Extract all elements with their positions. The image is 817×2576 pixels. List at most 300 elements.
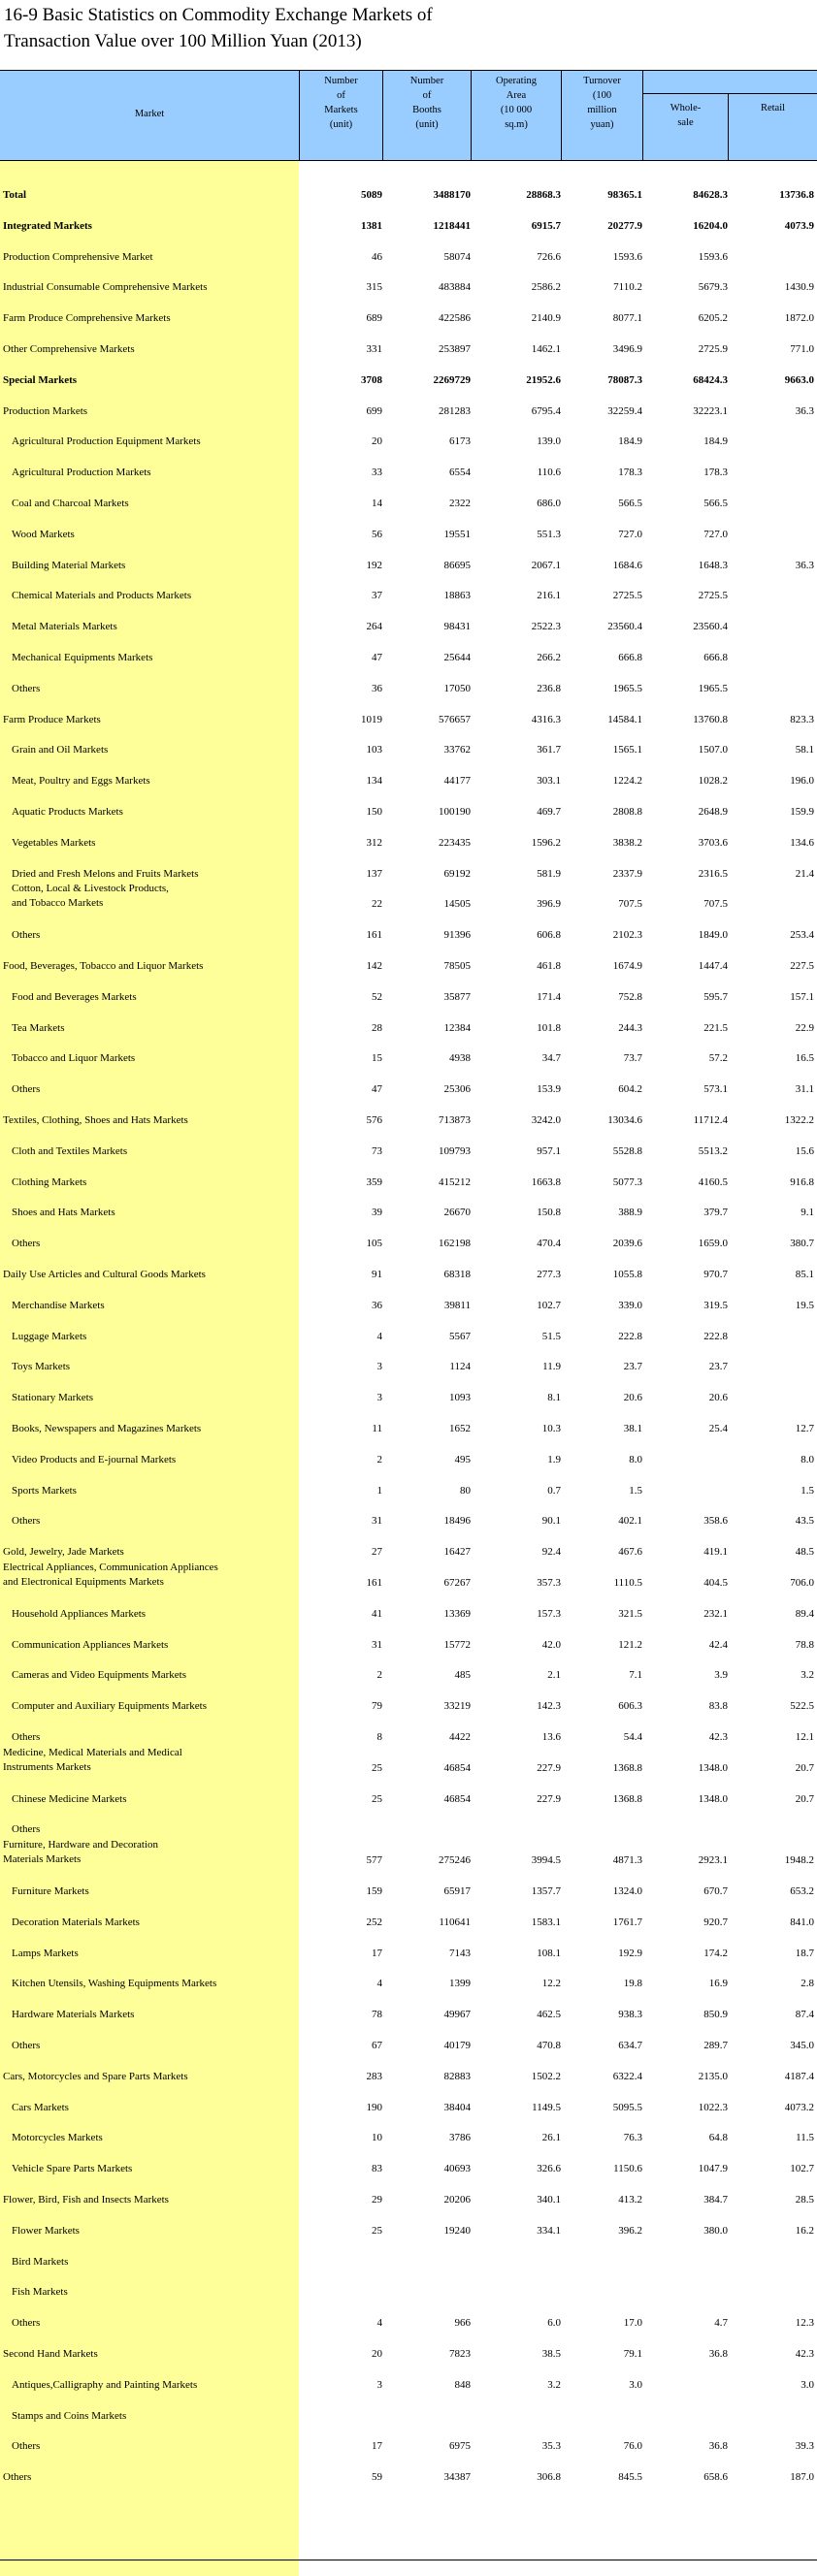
cell-number-of-markets: 134	[366, 775, 382, 788]
row-label: Furniture, Hardware and Decoration Materials Markets	[3, 1839, 159, 1866]
table-row	[0, 1237, 817, 1252]
cell-number-of-markets: 67	[372, 2040, 382, 2051]
cell-number-of-booths: 109793	[439, 1144, 471, 1157]
row-label: Video Products and E-journal Markets	[12, 1453, 177, 1465]
table-row	[0, 651, 817, 666]
cell-turnover: 2337.9	[612, 867, 642, 880]
cell-operating-area: 3242.0	[531, 1114, 561, 1126]
row-label: Cloth and Textiles Markets	[12, 1144, 128, 1157]
cell-turnover: 634.7	[618, 2040, 642, 2051]
cell-number-of-booths: 13369	[443, 1607, 471, 1620]
cell-number-of-markets: 315	[366, 281, 382, 294]
cell-wholesale: 42.3	[708, 1731, 728, 1743]
cell-turnover: 76.0	[623, 2440, 642, 2453]
table-title: 16-9 Basic Statistics on Commodity Exchange Markets of Transaction Value over 100 Million Yuan (2013)	[4, 5, 433, 51]
cell-number-of-markets: 31	[372, 1638, 382, 1651]
cell-number-of-booths: 91396	[443, 929, 471, 942]
cell-operating-area: 470.8	[537, 2040, 561, 2051]
cell-retail: 823.3	[790, 713, 814, 725]
cell-number-of-booths: 33762	[443, 744, 471, 757]
cell-turnover: 1761.7	[612, 1916, 642, 1928]
cell-wholesale: 727.0	[703, 528, 728, 540]
cell-number-of-markets: 59	[372, 2471, 382, 2484]
cell-retail: 22.9	[795, 1021, 814, 1034]
cell-number-of-booths: 40693	[443, 2163, 471, 2175]
cell-number-of-markets: 20	[372, 435, 382, 448]
cell-retail: 12.7	[795, 1423, 814, 1434]
cell-wholesale: 83.8	[708, 1700, 728, 1713]
table-row	[0, 1268, 817, 1283]
cell-wholesale: 970.7	[703, 1269, 728, 1280]
cell-number-of-booths: 17050	[443, 682, 471, 694]
cell-operating-area: 4316.3	[531, 713, 561, 725]
cell-number-of-markets: 1381	[361, 219, 382, 232]
row-label: Furniture Markets	[12, 1885, 89, 1897]
cell-turnover: 78087.3	[607, 373, 642, 386]
cell-number-of-booths: 19240	[443, 2224, 471, 2237]
table-row	[0, 1638, 817, 1654]
cell-turnover: 1674.9	[612, 960, 642, 972]
row-label: Motorcycles Markets	[12, 2132, 103, 2144]
cell-operating-area: 1149.5	[532, 2101, 561, 2113]
row-label: Special Markets	[3, 373, 78, 386]
cell-wholesale: 4160.5	[698, 1175, 728, 1188]
cell-number-of-booths: 12384	[443, 1021, 471, 1034]
cell-operating-area: 1357.7	[531, 1885, 561, 1897]
row-label: Mechanical Equipments Markets	[12, 652, 153, 663]
row-label: Stamps and Coins Markets	[12, 2409, 127, 2422]
cell-wholesale: 1047.9	[698, 2163, 728, 2175]
cell-turnover: 76.3	[623, 2132, 642, 2144]
cell-number-of-markets: 41	[372, 1607, 382, 1620]
cell-wholesale: 11712.4	[693, 1114, 728, 1126]
cell-number-of-booths: 46854	[443, 1792, 471, 1805]
cell-wholesale: 1022.3	[698, 2101, 728, 2113]
cell-turnover: 604.2	[618, 1083, 642, 1096]
table-row	[0, 836, 817, 852]
row-label: Sports Markets	[12, 1484, 77, 1497]
row-label: Merchandise Markets	[12, 1299, 105, 1311]
cell-number-of-markets: 39	[372, 1207, 382, 1219]
cell-number-of-booths: 44177	[443, 775, 471, 788]
cell-wholesale: 1447.4	[698, 960, 728, 972]
cell-number-of-booths: 35877	[443, 990, 471, 1003]
cell-retail: 16.5	[795, 1052, 814, 1065]
cell-turnover: 38.1	[623, 1423, 642, 1434]
table-row	[0, 1730, 817, 1746]
cell-wholesale: 3703.6	[698, 836, 728, 849]
table-row	[0, 528, 817, 543]
cell-retail: 20.7	[795, 1792, 814, 1805]
cell-number-of-booths: 1218441	[433, 219, 471, 232]
cell-retail: 85.1	[795, 1269, 814, 1280]
cell-number-of-markets: 8	[376, 1731, 382, 1743]
cell-number-of-markets: 4	[376, 2317, 382, 2330]
cell-number-of-booths: 253897	[439, 343, 471, 355]
cell-retail: 11.5	[796, 2132, 814, 2144]
row-label: Tea Markets	[12, 1021, 65, 1034]
cell-number-of-markets: 36	[372, 1299, 382, 1311]
cell-operating-area: 236.8	[537, 682, 561, 694]
cell-wholesale: 222.8	[703, 1330, 728, 1342]
row-label: Others	[12, 1083, 41, 1096]
cell-retail: 42.3	[795, 2348, 814, 2360]
table-row	[0, 867, 817, 883]
cell-wholesale: 1648.3	[698, 559, 728, 571]
cell-wholesale: 5513.2	[698, 1144, 728, 1157]
cell-number-of-booths: 110641	[439, 1916, 471, 1928]
cell-number-of-markets: 3708	[361, 373, 382, 386]
cell-retail: 253.4	[790, 929, 814, 942]
cell-number-of-markets: 576	[366, 1114, 382, 1126]
cell-operating-area: 157.3	[537, 1607, 561, 1620]
table-row	[0, 1206, 817, 1221]
cell-operating-area: 12.2	[541, 1978, 561, 1990]
cell-operating-area: 216.1	[537, 590, 561, 602]
table-row	[0, 1422, 817, 1437]
cell-retail: 2.8	[801, 1978, 814, 1990]
row-label: Electrical Appliances, Communication Appliances and Electronical Equipments Markets	[3, 1562, 218, 1588]
header-number-of-markets: Number of Markets (unit)	[324, 76, 358, 130]
cell-retail: 522.5	[790, 1700, 814, 1713]
cell-number-of-booths: 80	[460, 1484, 471, 1497]
cell-turnover: 3496.9	[612, 343, 642, 355]
cell-turnover: 1324.0	[612, 1885, 642, 1897]
cell-wholesale: 32223.1	[693, 404, 728, 417]
row-label: Decoration Materials Markets	[12, 1916, 140, 1928]
table-row	[0, 805, 817, 821]
table-row	[0, 743, 817, 758]
cell-turnover: 7110.2	[613, 281, 642, 294]
cell-number-of-markets: 28	[372, 1021, 382, 1034]
cell-number-of-booths: 3786	[449, 2132, 471, 2144]
cell-number-of-markets: 190	[366, 2101, 382, 2113]
table-row	[0, 883, 817, 913]
table-row	[0, 1916, 817, 1931]
row-label: Vehicle Spare Parts Markets	[12, 2163, 133, 2175]
cell-operating-area: 6795.4	[531, 404, 561, 417]
cell-wholesale: 16.9	[708, 1978, 728, 1990]
cell-turnover: 845.5	[618, 2471, 642, 2484]
cell-wholesale: 2648.9	[698, 806, 728, 818]
cell-retail: 13736.8	[779, 189, 814, 201]
cell-wholesale: 1965.5	[698, 682, 728, 694]
cell-number-of-markets: 46	[372, 250, 382, 263]
cell-number-of-booths: 49967	[443, 2009, 471, 2021]
table-row	[0, 1822, 817, 1838]
cell-turnover: 752.8	[618, 990, 642, 1003]
cell-number-of-markets: 11	[372, 1423, 382, 1434]
row-label: Lamps Markets	[12, 1947, 79, 1959]
table-row	[0, 280, 817, 296]
table-row	[0, 466, 817, 481]
cell-turnover: 1965.5	[612, 682, 642, 694]
cell-number-of-markets: 192	[366, 559, 382, 571]
cell-operating-area: 957.1	[537, 1144, 561, 1157]
cell-wholesale: 404.5	[703, 1577, 728, 1589]
cell-turnover: 707.5	[618, 898, 642, 911]
table-row	[0, 373, 817, 389]
row-label: Farm Produce Markets	[3, 713, 101, 725]
cell-number-of-booths: 713873	[439, 1114, 471, 1126]
cell-operating-area: 2140.9	[531, 312, 561, 325]
row-label: Agricultural Production Markets	[12, 467, 151, 479]
table-row	[0, 497, 817, 512]
table-row	[0, 1051, 817, 1067]
cell-turnover: 3838.2	[612, 836, 642, 849]
cell-wholesale: 178.3	[703, 467, 728, 479]
table-row	[0, 589, 817, 604]
cell-number-of-markets: 79	[372, 1700, 382, 1713]
row-label: Farm Produce Comprehensive Markets	[3, 312, 171, 325]
row-label: Cotton, Local & Livestock Products, and Tobacco Markets	[12, 883, 169, 910]
cell-number-of-booths: 5567	[449, 1330, 471, 1342]
cell-number-of-markets: 91	[372, 1269, 382, 1280]
row-label: Production Markets	[3, 404, 88, 417]
row-label: Daily Use Articles and Cultural Goods Markets	[3, 1269, 206, 1280]
row-label: Others	[12, 1515, 41, 1528]
row-label: Medicine, Medical Materials and Medical Instruments Markets	[3, 1746, 182, 1773]
row-label: Industrial Consumable Comprehensive Markets	[3, 281, 208, 294]
cell-operating-area: 26.1	[541, 2132, 561, 2144]
cell-number-of-markets: 3	[376, 1392, 382, 1404]
cell-retail: 12.1	[795, 1731, 814, 1743]
cell-number-of-booths: 100190	[439, 806, 471, 818]
cell-number-of-markets: 22	[372, 898, 382, 911]
table-row	[0, 1746, 817, 1777]
cell-wholesale: 380.0	[703, 2224, 728, 2237]
cell-number-of-booths: 4938	[449, 1052, 471, 1065]
table-row	[0, 1330, 817, 1345]
cell-number-of-booths: 65917	[443, 1885, 471, 1897]
cell-wholesale: 25.4	[708, 1423, 728, 1434]
cell-turnover: 23.7	[623, 1361, 642, 1373]
cell-wholesale: 1507.0	[698, 744, 728, 757]
cell-number-of-booths: 58074	[443, 250, 471, 263]
cell-retail: 159.9	[790, 806, 814, 818]
cell-wholesale: 23560.4	[693, 621, 728, 633]
cell-wholesale: 670.7	[703, 1885, 728, 1897]
cell-number-of-markets: 283	[366, 2070, 382, 2082]
cell-turnover: 566.5	[618, 498, 642, 509]
row-label: Building Material Markets	[12, 559, 126, 571]
cell-wholesale: 2725.9	[698, 343, 728, 355]
table-row	[0, 1175, 817, 1191]
cell-wholesale: 42.4	[708, 1638, 728, 1651]
cell-operating-area: 581.9	[537, 867, 561, 880]
cell-number-of-markets: 150	[366, 806, 382, 818]
cell-number-of-booths: 1093	[449, 1392, 471, 1404]
cell-operating-area: 10.3	[541, 1423, 561, 1434]
row-label: Chinese Medicine Markets	[12, 1792, 127, 1805]
table-row	[0, 2224, 817, 2239]
row-label: Gold, Jewelry, Jade Markets	[3, 1546, 124, 1559]
cell-turnover: 5095.5	[612, 2101, 642, 2113]
cell-turnover: 388.9	[618, 1207, 642, 1219]
cell-operating-area: 6915.7	[531, 219, 561, 232]
table-row	[0, 1391, 817, 1406]
cell-retail: 9.1	[801, 1207, 814, 1219]
cell-retail: 1948.2	[784, 1854, 814, 1867]
table-row	[0, 2347, 817, 2363]
cell-turnover: 5077.3	[612, 1175, 642, 1188]
cell-number-of-markets: 29	[372, 2194, 382, 2206]
cell-number-of-booths: 82883	[443, 2070, 471, 2082]
cell-retail: 89.4	[795, 1607, 814, 1620]
cell-number-of-booths: 4422	[449, 1731, 471, 1743]
table-row	[0, 1792, 817, 1808]
cell-number-of-markets: 3	[376, 2378, 382, 2391]
table-row	[0, 2008, 817, 2023]
cell-turnover: 413.2	[618, 2194, 642, 2206]
cell-operating-area: 153.9	[537, 1083, 561, 1096]
table-row	[0, 1839, 817, 1869]
table-row	[0, 1607, 817, 1623]
cell-operating-area: 2522.3	[531, 621, 561, 633]
cell-retail: 78.8	[795, 1638, 814, 1651]
cell-operating-area: 142.3	[537, 1700, 561, 1713]
row-label: Others	[12, 2040, 41, 2051]
cell-operating-area: 306.8	[537, 2471, 561, 2484]
row-label: Grain and Oil Markets	[12, 744, 109, 757]
cell-number-of-booths: 25306	[443, 1083, 471, 1096]
cell-retail: 21.4	[795, 867, 814, 880]
header-wholesale: Whole- sale	[670, 103, 702, 128]
table-row	[0, 959, 817, 975]
table-row	[0, 1514, 817, 1530]
cell-wholesale: 232.1	[703, 1607, 728, 1620]
row-label: Kitchen Utensils, Washing Equipments Markets	[12, 1978, 217, 1990]
cell-retail: 31.1	[795, 1083, 814, 1096]
cell-wholesale: 2725.5	[698, 590, 728, 602]
row-label: Food and Beverages Markets	[12, 990, 137, 1003]
cell-operating-area: 461.8	[537, 960, 561, 972]
cell-operating-area: 1462.1	[531, 343, 561, 355]
cell-operating-area: 21952.6	[526, 373, 561, 386]
cell-number-of-booths: 966	[454, 2317, 471, 2330]
row-label: Others	[12, 929, 41, 942]
cell-retail: 227.5	[790, 960, 814, 972]
cell-number-of-markets: 78	[372, 2009, 382, 2021]
cell-turnover: 1224.2	[612, 775, 642, 788]
header-market: Market	[134, 109, 165, 119]
cell-operating-area: 686.0	[537, 498, 561, 509]
table-row	[0, 1977, 817, 1992]
cell-retail: 39.3	[795, 2440, 814, 2453]
cell-retail: 3.0	[801, 2378, 814, 2391]
cell-number-of-markets: 25	[372, 1761, 382, 1774]
cell-wholesale: 850.9	[703, 2009, 728, 2021]
cell-operating-area: 28868.3	[526, 189, 561, 201]
cell-turnover: 8.0	[629, 1453, 642, 1465]
cell-number-of-booths: 422586	[439, 312, 471, 325]
cell-operating-area: 470.4	[537, 1238, 561, 1250]
cell-number-of-booths: 2322	[449, 498, 471, 509]
cell-operating-area: 34.7	[541, 1052, 561, 1065]
cell-turnover: 222.8	[618, 1330, 642, 1342]
cell-operating-area: 340.1	[537, 2194, 561, 2206]
cell-retail: 4187.4	[784, 2070, 814, 2082]
row-label: Metal Materials Markets	[12, 621, 117, 633]
row-label: Integrated Markets	[3, 219, 92, 232]
cell-turnover: 727.0	[618, 528, 642, 540]
cell-wholesale: 379.7	[703, 1207, 728, 1219]
cell-wholesale: 1348.0	[698, 1761, 728, 1774]
cell-operating-area: 3.2	[547, 2378, 561, 2391]
cell-number-of-booths: 25644	[443, 652, 471, 663]
cell-wholesale: 1028.2	[698, 775, 728, 788]
cell-turnover: 4871.3	[612, 1854, 642, 1867]
row-label: Flower Markets	[12, 2224, 80, 2237]
cell-number-of-booths: 39811	[443, 1299, 471, 1311]
cell-number-of-markets: 359	[366, 1175, 382, 1188]
cell-number-of-booths: 38404	[443, 2101, 471, 2113]
cell-turnover: 5528.8	[612, 1144, 642, 1157]
table-row	[0, 774, 817, 789]
cell-number-of-markets: 161	[366, 929, 382, 942]
cell-number-of-markets: 264	[366, 621, 382, 633]
table-row	[0, 404, 817, 420]
cell-number-of-booths: 34387	[443, 2471, 471, 2484]
cell-retail: 1.5	[801, 1484, 814, 1497]
cell-number-of-markets: 52	[372, 990, 382, 1003]
cell-number-of-booths: 18496	[443, 1515, 471, 1528]
cell-turnover: 2808.8	[612, 806, 642, 818]
cell-retail: 28.5	[795, 2194, 814, 2206]
cell-number-of-booths: 576657	[439, 713, 471, 725]
cell-wholesale: 4.7	[714, 2317, 728, 2330]
cell-number-of-booths: 78505	[443, 960, 471, 972]
cell-wholesale: 3.9	[714, 1669, 728, 1682]
cell-wholesale: 2135.0	[698, 2070, 728, 2082]
cell-number-of-booths: 16427	[443, 1546, 471, 1559]
cell-number-of-markets: 47	[372, 652, 382, 663]
cell-retail: 1430.9	[784, 281, 814, 294]
table-row	[0, 2470, 817, 2486]
cell-retail: 4073.2	[784, 2101, 814, 2113]
cell-number-of-booths: 3488170	[433, 189, 471, 201]
cell-number-of-booths: 6975	[449, 2440, 471, 2453]
cell-retail: 916.8	[790, 1175, 814, 1188]
cell-number-of-booths: 6173	[449, 435, 471, 448]
row-label: Fish Markets	[12, 2286, 68, 2299]
cell-number-of-markets: 83	[372, 2163, 382, 2175]
row-label: Others	[12, 1823, 41, 1836]
cell-wholesale: 36.8	[708, 2348, 728, 2360]
cell-operating-area: 1.9	[547, 1453, 561, 1465]
cell-retail: 1322.2	[784, 1114, 814, 1126]
cell-wholesale: 6205.2	[698, 312, 728, 325]
cell-wholesale: 5679.3	[698, 281, 728, 294]
table-row	[0, 713, 817, 728]
cell-operating-area: 469.7	[537, 806, 561, 818]
cell-retail: 706.0	[790, 1577, 814, 1589]
cell-number-of-booths: 223435	[439, 836, 471, 849]
cell-operating-area: 2067.1	[531, 559, 561, 571]
cell-wholesale: 64.8	[708, 2132, 728, 2144]
table-row	[0, 1884, 817, 1900]
cell-retail: 380.7	[790, 1238, 814, 1250]
cell-turnover: 192.9	[618, 1947, 642, 1959]
cell-number-of-booths: 485	[454, 1669, 471, 1682]
header-turnover: Turnover (100 million yuan)	[583, 76, 621, 130]
cell-wholesale: 319.5	[703, 1299, 728, 1311]
cell-number-of-booths: 281283	[439, 404, 471, 417]
cell-number-of-markets: 37	[372, 590, 382, 602]
row-label: Chemical Materials and Products Markets	[12, 590, 192, 602]
cell-wholesale: 1593.6	[698, 250, 728, 263]
cell-wholesale: 68424.3	[693, 373, 728, 386]
